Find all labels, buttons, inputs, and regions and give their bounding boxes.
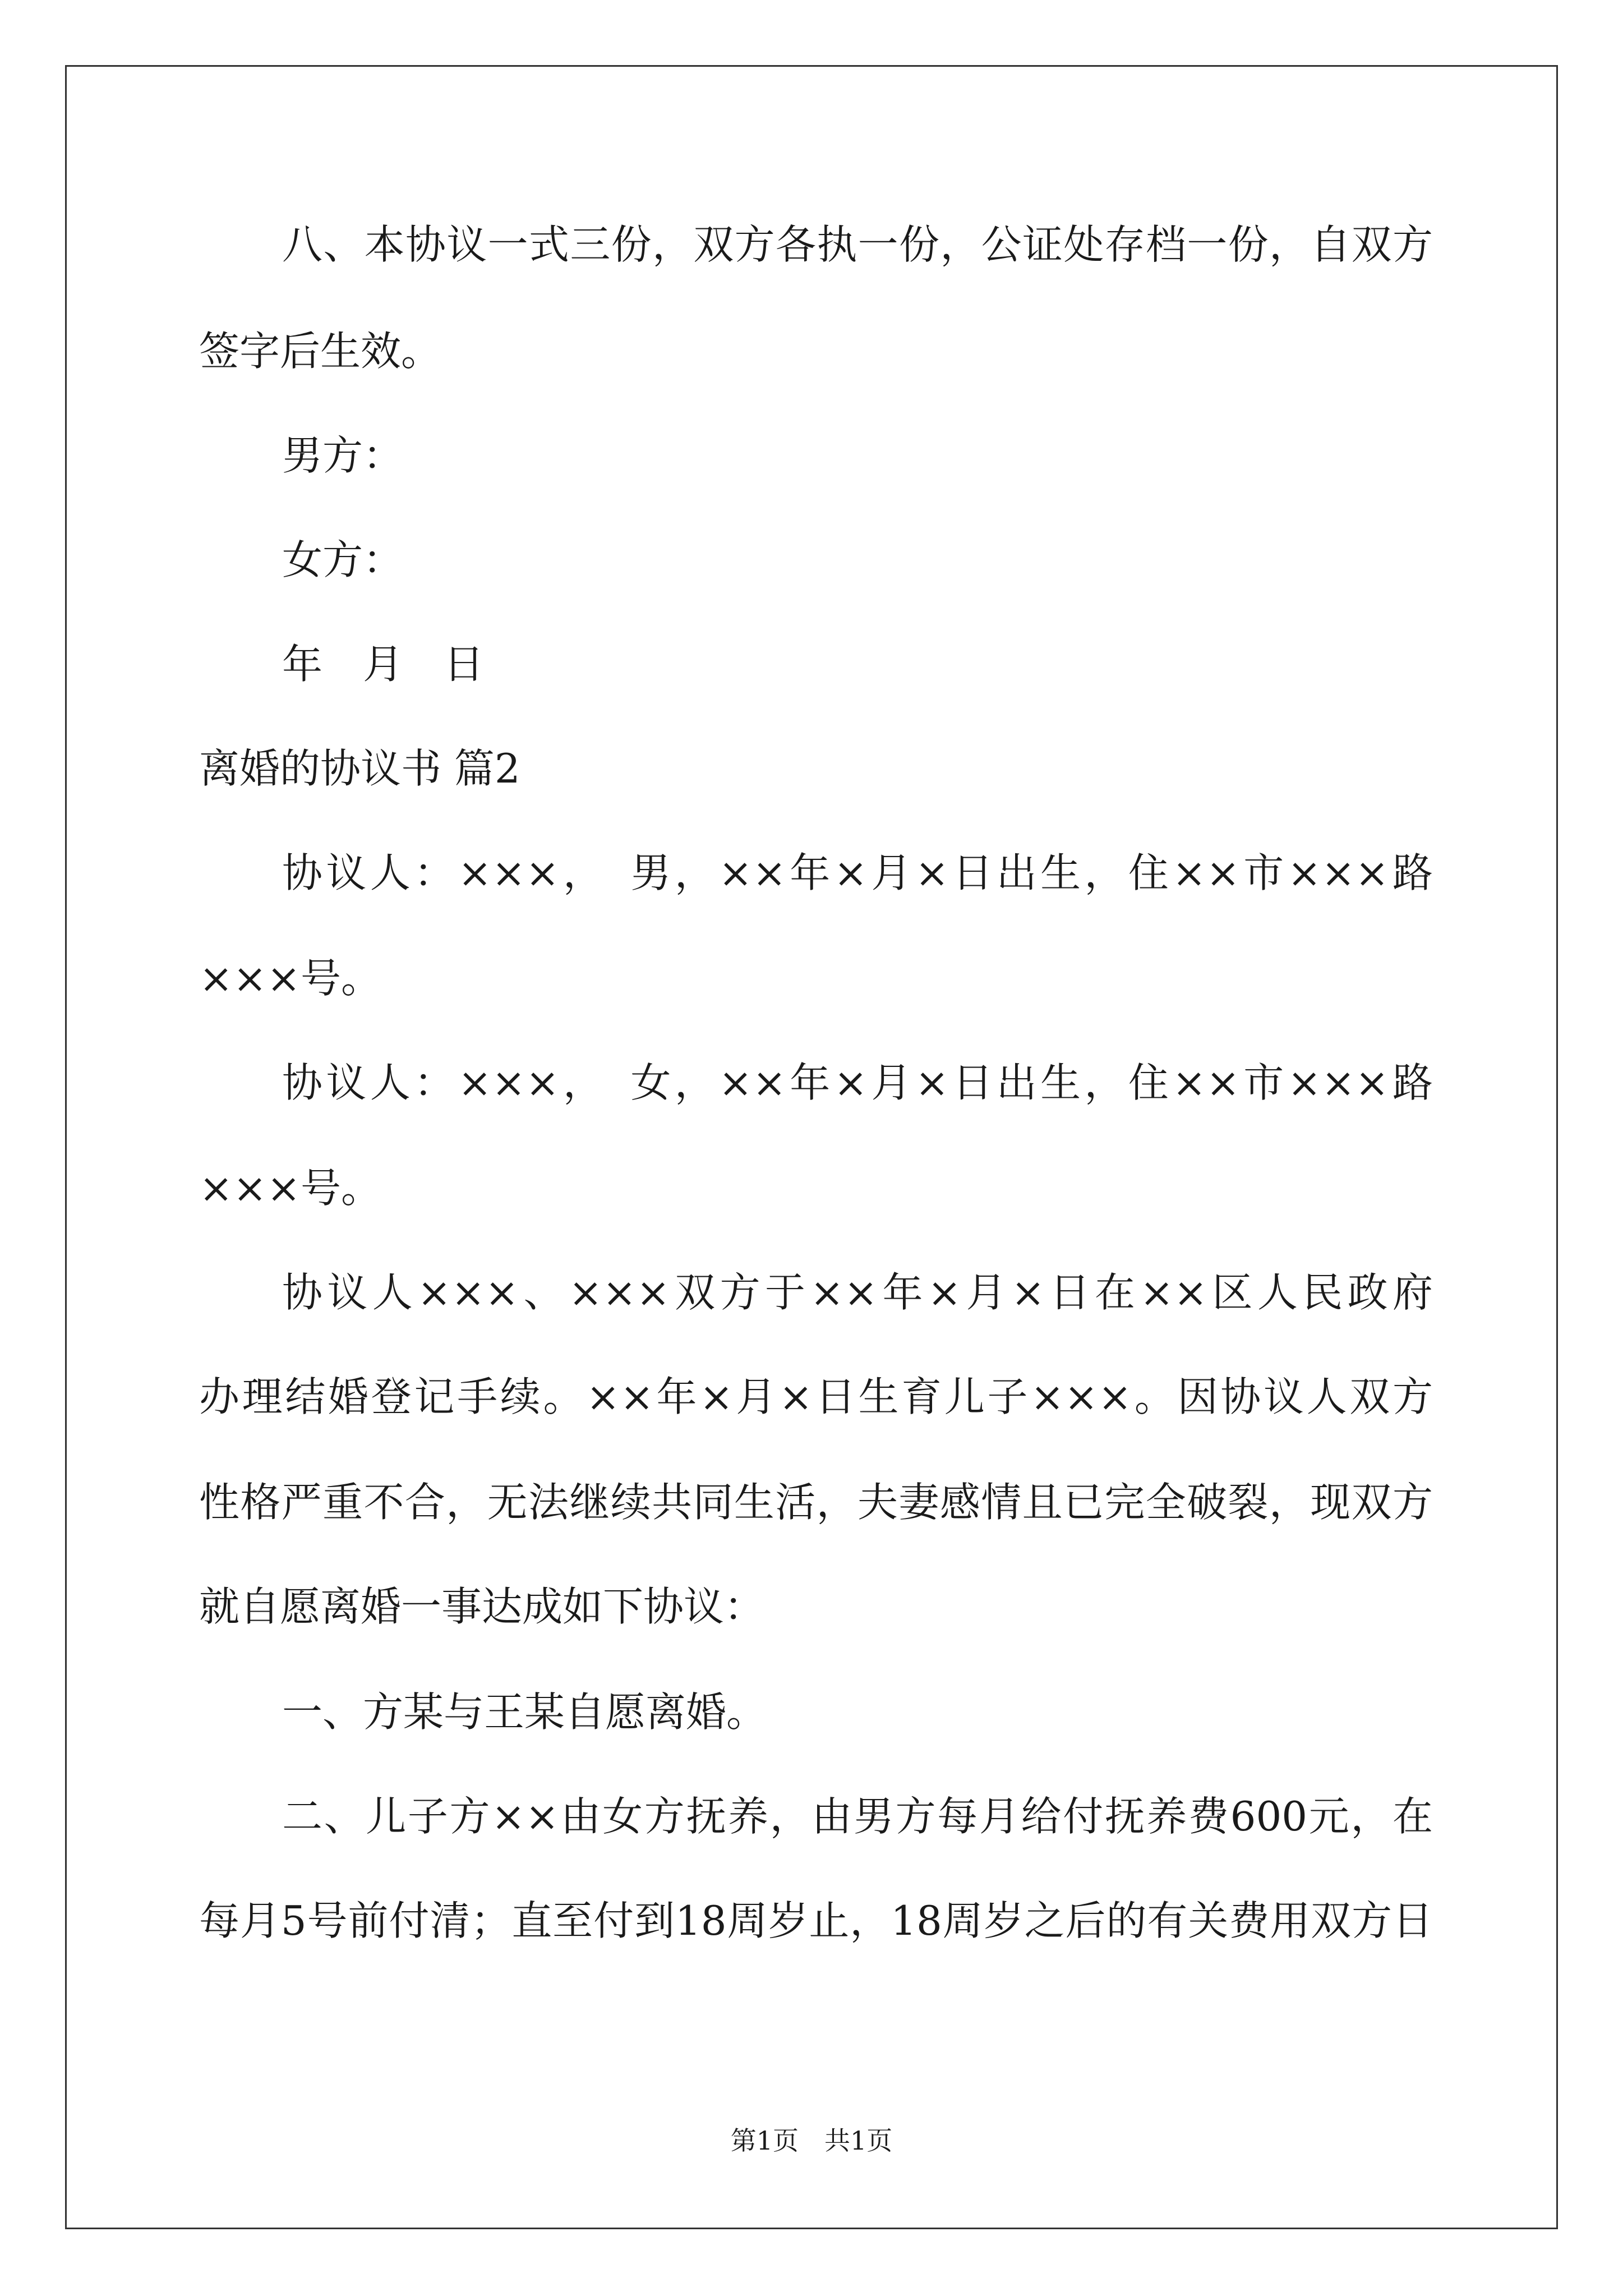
paragraph-line: 二、儿子方××由女方抚养，由男方每月给付抚养费600元，在 [282,1793,1433,1840]
paragraph-line: 每月5号前付清；直至付到18周岁止，18周岁之后的有关费用双方日 [199,1897,1433,1944]
page-footer: 第1页 共1页 [730,2125,893,2156]
paragraph-line: 签字后生效。 [199,328,442,375]
paragraph-line: 协议人：×××， 男，××年×月×日出生，住××市×××路 [282,849,1433,896]
paragraph-line: 八、本协议一式三份，双方各执一份，公证处存档一份，自双方 [282,221,1433,268]
paragraph-line: ×××号。 [199,1165,381,1212]
paragraph-line: ×××号。 [199,955,381,1002]
paragraph-line: 一、方某与王某自愿离婚。 [282,1688,767,1736]
paragraph-line: 办理结婚登记手续。××年×月×日生育儿子×××。因协议人双方 [199,1373,1433,1420]
paragraph-line: 就自愿离婚一事达成如下协议： [199,1583,765,1630]
date-line: 年 月 日 [282,641,485,688]
signature-male-label: 男方： [282,432,404,479]
signature-female-label: 女方： [282,536,404,583]
section-title: 离婚的协议书 篇2 [199,745,520,792]
paragraph-line: 协议人×××、×××双方于××年×月×日在××区人民政府 [282,1269,1433,1316]
paragraph-line: 协议人：×××， 女，××年×月×日出生，住××市×××路 [282,1059,1433,1106]
paragraph-line: 性格严重不合，无法继续共同生活，夫妻感情且已完全破裂，现双方 [199,1479,1433,1526]
